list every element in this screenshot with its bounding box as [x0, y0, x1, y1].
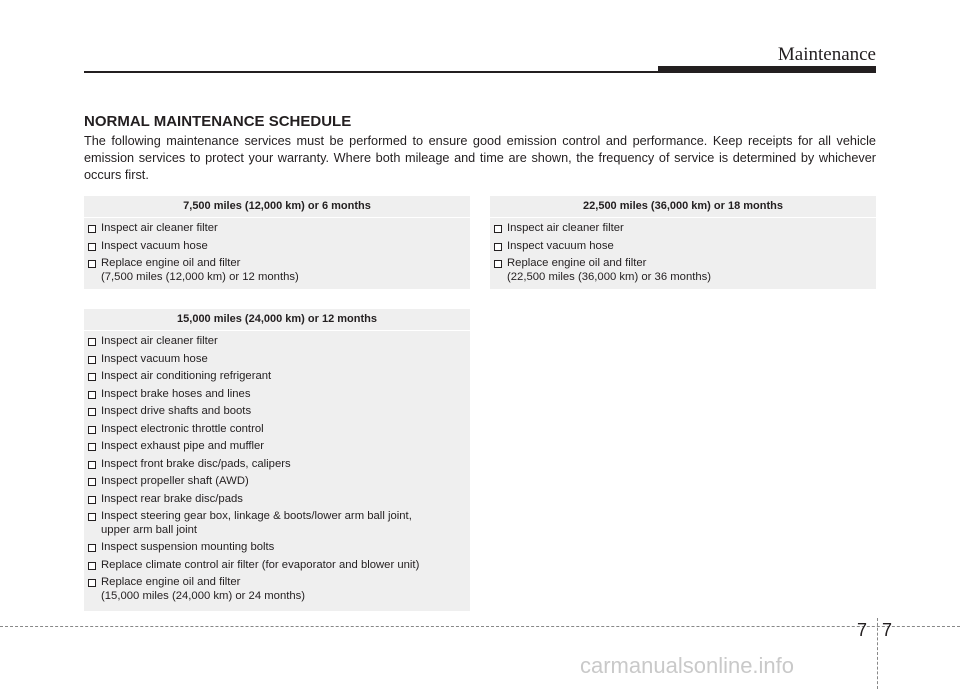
checklist-item-label: Inspect electronic throttle control [101, 422, 264, 435]
checklist-item-label: Inspect front brake disc/pads, calipers [101, 457, 291, 470]
checklist-item-text [101, 388, 250, 402]
checklist-item-text [507, 222, 624, 236]
checklist-item [84, 335, 470, 349]
checklist-item [84, 559, 470, 573]
checklist-item-label: Replace climate control air filter (for evaporator and blower unit) [101, 558, 420, 571]
checkbox-icon [88, 426, 96, 434]
checkbox-icon [88, 225, 96, 233]
checklist-item-text [507, 257, 711, 284]
checkbox-icon [88, 408, 96, 416]
schedule-heading: 7,500 miles (12,000 km) or 6 months [84, 196, 470, 218]
checkbox-icon [494, 225, 502, 233]
checklist-item-label: Replace engine oil and filter [101, 576, 241, 588]
checkbox-icon [88, 243, 96, 251]
checklist-item-text [101, 440, 264, 454]
checklist-item [84, 423, 470, 437]
checkbox-icon [88, 544, 96, 552]
checklist-item [84, 576, 470, 603]
checklist-item-text [101, 559, 419, 573]
footer-page-divider [877, 618, 878, 689]
chapter-number: 7 [857, 620, 868, 640]
checklist-item-label: Inspect drive shafts and boots [101, 405, 252, 417]
page-number: 7 [882, 620, 893, 640]
checklist-item [84, 240, 470, 254]
page-title: NORMAL MAINTENANCE SCHEDULE [84, 113, 352, 130]
checkbox-icon [88, 260, 96, 268]
checklist-item [84, 405, 470, 419]
checklist-item-text [101, 257, 299, 284]
checklist-item-note: (15,000 miles (24,000 km) or 24 months) [101, 589, 306, 602]
checkbox-icon [88, 443, 96, 451]
checklist-item [84, 257, 470, 284]
intro-paragraph: The following maintenance services must be performed to ensure good emission control and performance. Keep receipts for all vehicle emission services to protect your warranty. Where both mileage and time are shown, the frequency of service is determined by whichever occurs first. [84, 134, 876, 182]
checkbox-icon [88, 478, 96, 486]
checklist-item-label: Inspect air conditioning refrigerant [101, 370, 272, 382]
footer-divider [0, 626, 960, 627]
checklist-item [84, 388, 470, 402]
checklist-item-text [101, 240, 208, 254]
schedule-box-22500 [490, 196, 876, 289]
checklist-item-note: upper arm ball joint [101, 523, 198, 536]
checklist-item-label: Inspect suspension mounting bolts [101, 541, 275, 553]
schedule-box-15000 [84, 309, 470, 611]
checklist-item-text [507, 240, 614, 254]
checklist-item-text [101, 576, 305, 603]
checklist-item [84, 493, 470, 507]
checklist-item [84, 222, 470, 236]
checklist-item-text [101, 335, 218, 349]
header-rule-accent [658, 66, 876, 73]
watermark-text: carmanualsonline.info [580, 653, 795, 678]
header-rule [84, 71, 658, 73]
checklist-item-note: (22,500 miles (36,000 km) or 36 months) [507, 270, 712, 283]
checklist-item [84, 370, 470, 384]
checkbox-icon [88, 338, 96, 346]
checklist-item-text [101, 370, 271, 384]
schedule-heading: 15,000 miles (24,000 km) or 12 months [84, 309, 470, 331]
header-section-title: Maintenance [777, 44, 876, 65]
checklist-item [84, 541, 470, 555]
checklist-item-text [101, 541, 274, 555]
checklist-item-label: Inspect exhaust pipe and muffler [101, 440, 265, 452]
checkbox-icon [494, 243, 502, 251]
checklist-item [84, 440, 470, 454]
checklist-item-label: Inspect steering gear box, linkage & boots/lower arm ball joint, [101, 510, 412, 522]
checklist-item-text [101, 353, 208, 367]
checkbox-icon [88, 562, 96, 570]
checklist-item [490, 240, 876, 254]
checklist-item-label: Inspect air cleaner filter [101, 335, 218, 347]
checklist-item-label: Replace engine oil and filter [101, 257, 241, 269]
checklist-item-label: Inspect air cleaner filter [507, 222, 624, 234]
checklist-item-text [101, 458, 291, 472]
checklist-item-label: Inspect propeller shaft (AWD) [101, 475, 249, 487]
checklist-item-label: Replace engine oil and filter [507, 257, 647, 269]
checklist-item-label: Inspect vacuum hose [101, 239, 208, 252]
schedule-box-7500 [84, 196, 470, 289]
checklist-item-text [101, 475, 249, 489]
checkbox-icon [88, 356, 96, 364]
schedule-list [490, 218, 876, 284]
checklist-item-note: (7,500 miles (12,000 km) or 12 months) [101, 270, 299, 283]
checklist-item-text [101, 222, 218, 236]
schedule-heading: 22,500 miles (36,000 km) or 18 months [490, 196, 876, 218]
checkbox-icon [88, 579, 96, 587]
checkbox-icon [88, 496, 96, 504]
checklist-item-label: Inspect brake hoses and lines [101, 387, 251, 400]
checklist-item [84, 475, 470, 489]
checklist-item [84, 458, 470, 472]
checklist-item [84, 510, 470, 537]
checklist-item [490, 222, 876, 236]
checkbox-icon [88, 461, 96, 469]
checkbox-icon [88, 391, 96, 399]
checklist-item [84, 353, 470, 367]
checkbox-icon [494, 260, 502, 268]
checklist-item-text [101, 405, 251, 419]
checkbox-icon [88, 373, 96, 381]
schedule-list [84, 331, 470, 603]
checklist-item-text [101, 423, 264, 437]
checklist-item-label: Inspect vacuum hose [101, 352, 208, 365]
checkbox-icon [88, 513, 96, 521]
schedule-list [84, 218, 470, 284]
checklist-item-label: Inspect air cleaner filter [101, 222, 218, 234]
checklist-item [490, 257, 876, 284]
checklist-item-label: Inspect vacuum hose [507, 239, 614, 252]
checklist-item-text [101, 493, 243, 507]
checklist-item-label: Inspect rear brake disc/pads [101, 492, 243, 505]
checklist-item-text [101, 510, 412, 537]
